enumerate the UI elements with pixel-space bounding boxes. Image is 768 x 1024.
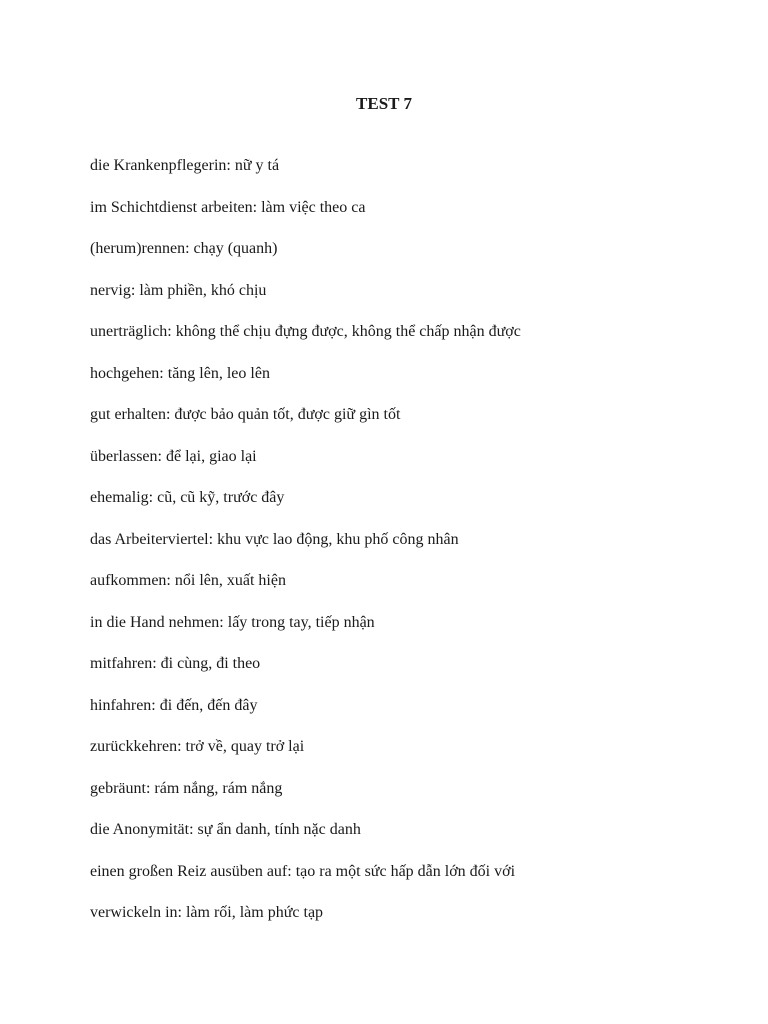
vocabulary-entry: mitfahren: đi cùng, đi theo: [90, 655, 261, 672]
page-title: TEST 7: [356, 94, 412, 113]
vocabulary-list: [90, 154, 728, 943]
vocabulary-entry: (herum)rennen: chạy (quanh): [90, 240, 278, 257]
vocabulary-entry: überlassen: để lại, giao lại: [90, 447, 257, 465]
vocabulary-entry: aufkommen: nổi lên, xuất hiện: [90, 572, 286, 589]
vocabulary-entry: zurückkehren: trở về, quay trở lại: [90, 738, 305, 755]
vocabulary-entry: das Arbeiterviertel: khu vực lao động, khu phố công nhân: [90, 530, 459, 548]
vocabulary-entry: verwickeln in: làm rối, làm phức tạp: [90, 904, 324, 921]
vocabulary-entry: unerträglich: không thể chịu đựng được, không thể chấp nhận được: [90, 323, 521, 340]
vocabulary-entry: hochgehen: tăng lên, leo lên: [90, 364, 270, 382]
vocabulary-entry: hinfahren: đi đến, đến đây: [90, 696, 258, 714]
vocabulary-entry: ehemalig: cũ, cũ kỹ, trước đây: [90, 489, 285, 506]
vocabulary-entry: die Anonymität: sự ẩn danh, tính nặc danh: [90, 821, 361, 838]
vocabulary-entry: einen großen Reiz ausüben auf: tạo ra một sức hấp dẫn lớn đối với: [90, 862, 516, 880]
vocabulary-entry: in die Hand nehmen: lấy trong tay, tiếp nhận: [90, 613, 375, 631]
vocabulary-entry: gebräunt: rám nắng, rám nắng: [90, 779, 283, 797]
vocabulary-entry: gut erhalten: được bảo quản tốt, được giữ gìn tốt: [90, 406, 401, 423]
vocabulary-entry: im Schichtdienst arbeiten: làm việc theo ca: [90, 198, 366, 216]
vocabulary-entry: nervig: làm phiền, khó chịu: [90, 281, 267, 299]
vocabulary-entry: die Krankenpflegerin: nữ y tá: [90, 157, 280, 174]
